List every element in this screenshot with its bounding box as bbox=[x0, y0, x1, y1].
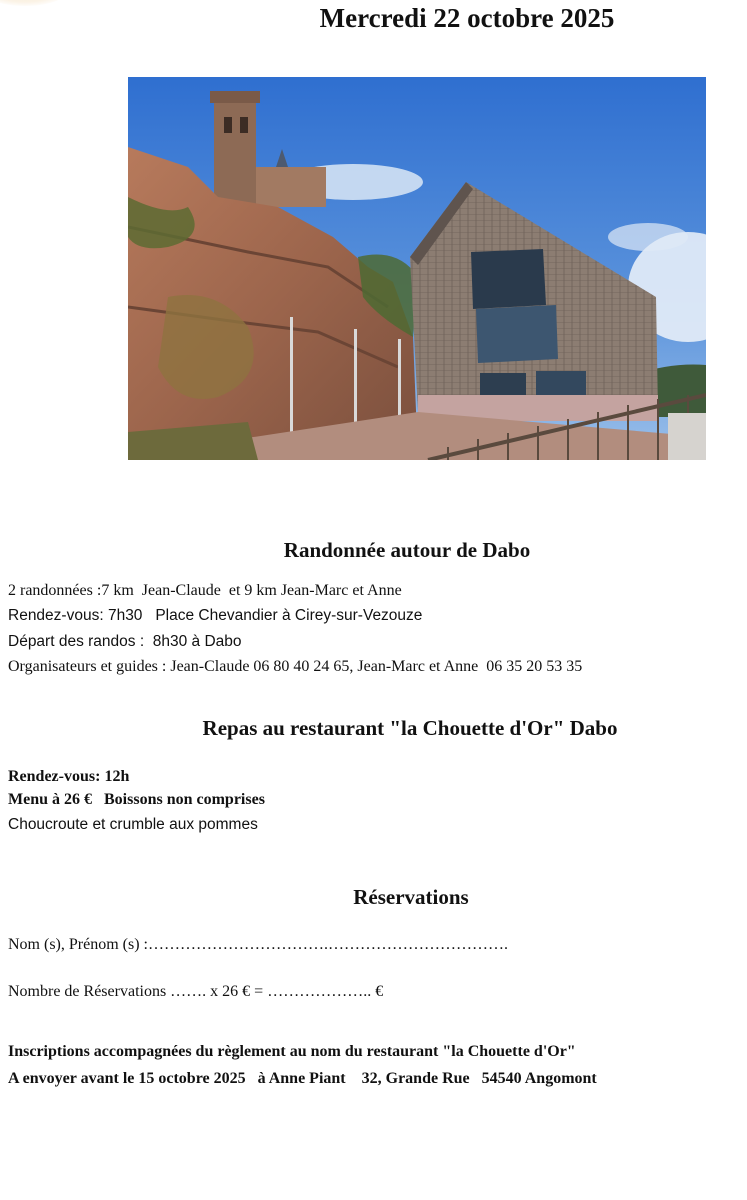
meal-meeting-time: Rendez-vous: 12h bbox=[8, 768, 130, 785]
page-title: Mercredi 22 octobre 2025 bbox=[319, 3, 615, 33]
meal-section-title: Repas au restaurant "la Chouette d'Or" Dabo bbox=[202, 716, 618, 740]
footer-payment-note: Inscriptions accompagnées du règlement au nom du restaurant "la Chouette d'Or" bbox=[8, 1043, 576, 1060]
hike-section-title: Randonnée autour de Dabo bbox=[283, 538, 531, 562]
dabo-photo bbox=[128, 77, 706, 460]
meeting-value: 7h30 Place Chevandier à Cirey-sur-Vezouze bbox=[103, 607, 423, 624]
hike-count-label: 2 randonnées : bbox=[8, 582, 102, 599]
reservation-count-line: Nombre de Réservations ……. x 26 € = ……………….. € bbox=[8, 983, 384, 1000]
hike-count-value: 7 km Jean-Claude et 9 km Jean-Marc et Anne bbox=[101, 582, 402, 599]
reservations-section-title: Réservations bbox=[353, 885, 469, 909]
organisers-label: Organisateurs et guides : bbox=[8, 658, 167, 675]
departure-label: Départ des randos : bbox=[8, 633, 145, 650]
hike-info-line-2 bbox=[8, 607, 422, 625]
meal-dish: Choucroute et crumble aux pommes bbox=[8, 816, 258, 833]
meal-menu-price: Menu à 26 € Boissons non comprises bbox=[8, 791, 265, 808]
hike-info-line-1 bbox=[8, 582, 402, 600]
departure-value: 8h30 à Dabo bbox=[144, 633, 242, 650]
hike-info-line-3 bbox=[8, 633, 242, 651]
footer-send-address: A envoyer avant le 15 octobre 2025 à Anne Piant 32, Grande Rue 54540 Angomont bbox=[8, 1070, 597, 1087]
meeting-label: Rendez-vous: bbox=[8, 607, 104, 624]
organisers-value: Jean-Claude 06 80 40 24 65, Jean-Marc et Anne 06 35 20 53 35 bbox=[166, 658, 583, 675]
name-field-line: Nom (s), Prénom (s) :…………………………….……………………………. bbox=[8, 936, 508, 953]
hike-info-line-4 bbox=[8, 658, 582, 676]
